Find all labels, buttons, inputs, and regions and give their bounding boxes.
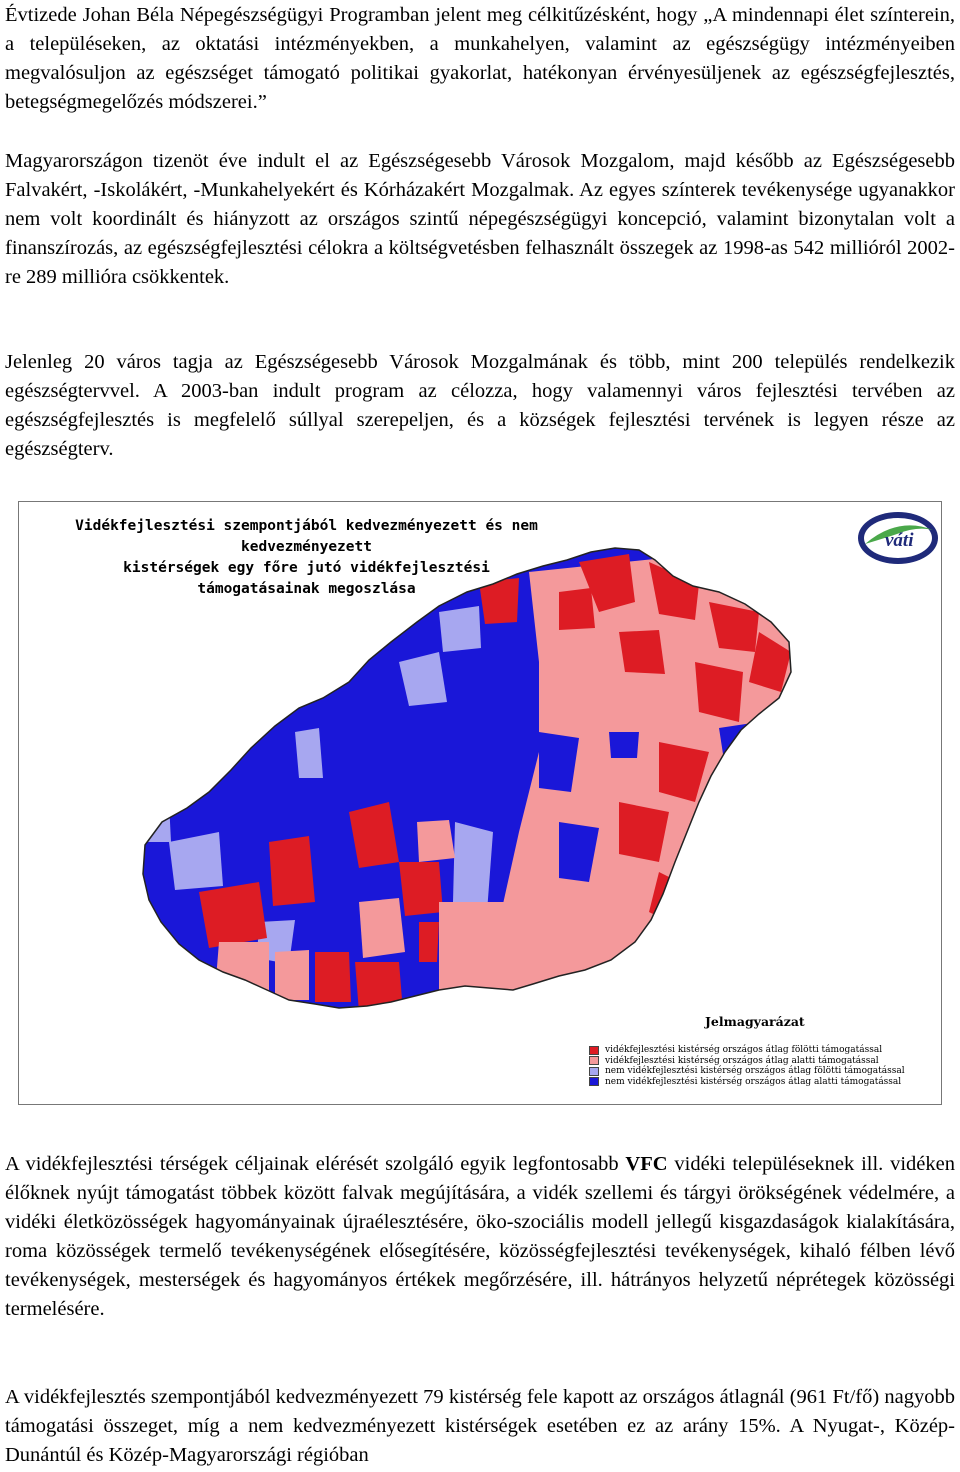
- vfc-term: VFC: [625, 1153, 668, 1175]
- paragraph-current-state: Jelenleg 20 város tagja az Egészségesebb Városok Mozgalmának és több, mint 200 település rendelkezik egészségtervvel. A 2003-ban indult program az célozza, hogy valamennyi város fejlesztési tervében az egészségfejlesztés is megfelelő súllyal szerepeljen, és a községek fejlesztési tervének is legyen része az egészségterv.: [5, 351, 955, 460]
- paragraph-intro: Évtizede Johan Béla Népegészségügyi Programban jelent meg célkitűzésként, hogy „A mindennapi élet színterein, a településeken, az oktatási intézményekben, a munkahelyen, valamint az egészségügy intézményeiben megvalósuljon az egészséget támogató politikai gyakorlat, hatékonyan érvényesüljenek az egészségfejlesztés, betegségmegelőzés módszerei.”: [5, 4, 955, 113]
- legend-label: vidékfejlesztési kistérség országos átlag fölötti támogatással: [605, 1045, 883, 1056]
- svg-text:váti: váti: [885, 530, 914, 551]
- legend-swatch: [589, 1077, 599, 1086]
- legend-item: [589, 1056, 905, 1067]
- legend-swatch: [589, 1056, 599, 1065]
- legend-title: Jelmagyarázat: [705, 1014, 805, 1029]
- figure-title: [19, 516, 594, 600]
- vati-logo: [857, 510, 939, 566]
- paragraph-healthy-cities: Magyarországon tizenöt éve indult el az Egészségesebb Városok Mozgalom, majd később az Egészségesebb Falvakért, -Iskolákért, -Munkahelyekért és Kórházakért Mozgalmak. Az egyes színterek tevékenysége ugyanakkor nem volt koordinált és hiányzott az országos szintű népegészségügyi koncepció, valamint bizonytalan volt a finanszírozás, az egészségfejlesztési célokra a költségvetésben felhasznált összegek az 1998-as 542 millióról 2002-re 289 millióra csökkentek.: [5, 150, 955, 288]
- legend-item: [589, 1077, 905, 1088]
- legend-label: vidékfejlesztési kistérség országos átlag alatti támogatással: [605, 1055, 879, 1066]
- legend-label: nem vidékfejlesztési kistérség országos átlag fölötti támogatással: [605, 1066, 905, 1077]
- legend-label: nem vidékfejlesztési kistérség országos átlag alatti támogatással: [605, 1076, 902, 1087]
- figure-title-line: támogatásainak megoszlása: [197, 581, 416, 597]
- paragraph-statistics: A vidékfejlesztés szempontjából kedvezményezett 79 kistérség fele kapott az országos átlagnál (961 Ft/fő) nagyobb támogatási összeget, míg a nem kedvezményezett kistérségek esetében ez az arány 15%. A Nyugat-, Közép-Dunántúl és Közép-Magyarországi régióban: [5, 1386, 955, 1466]
- map-regions: [119, 542, 819, 1022]
- legend-swatch: [589, 1067, 599, 1076]
- figure-title-line: Vidékfejlesztési szempontjából kedvezményezett és nem kedvezményezett: [75, 518, 538, 555]
- paragraph-vfc-text: vidéki településeknek ill. vidéken élőknek nyújt támogatást többek között falvak megújítására, a vidék szellemi és tárgyi örökségének védelmére, a vidéki életközösségek hagyományainak újraélesztésére, öko-szociális modell jellegű kisgazdaságok kialakítására, roma közösségek termelő tevékenységének elősegítésére, közösségfejlesztési tevékenységek, kihaló félben lévő tevékenységek, mesterségek és hagyományos értékek megőrzésére, ill. hátrányos helyzetű néprétegek közösségi termelésére.: [5, 1153, 955, 1320]
- map-figure: [18, 501, 942, 1105]
- paragraph-vfc: [5, 1150, 955, 1324]
- legend: [589, 1045, 905, 1087]
- paragraph-vfc-text: A vidékfejlesztési térségek céljainak elérését szolgáló egyik legfontosabb: [5, 1153, 626, 1175]
- legend-swatch: [589, 1046, 599, 1055]
- legend-item: [589, 1045, 905, 1056]
- legend-item: [589, 1066, 905, 1077]
- figure-title-line: kistérségek egy főre jutó vidékfejlesztési: [123, 560, 490, 576]
